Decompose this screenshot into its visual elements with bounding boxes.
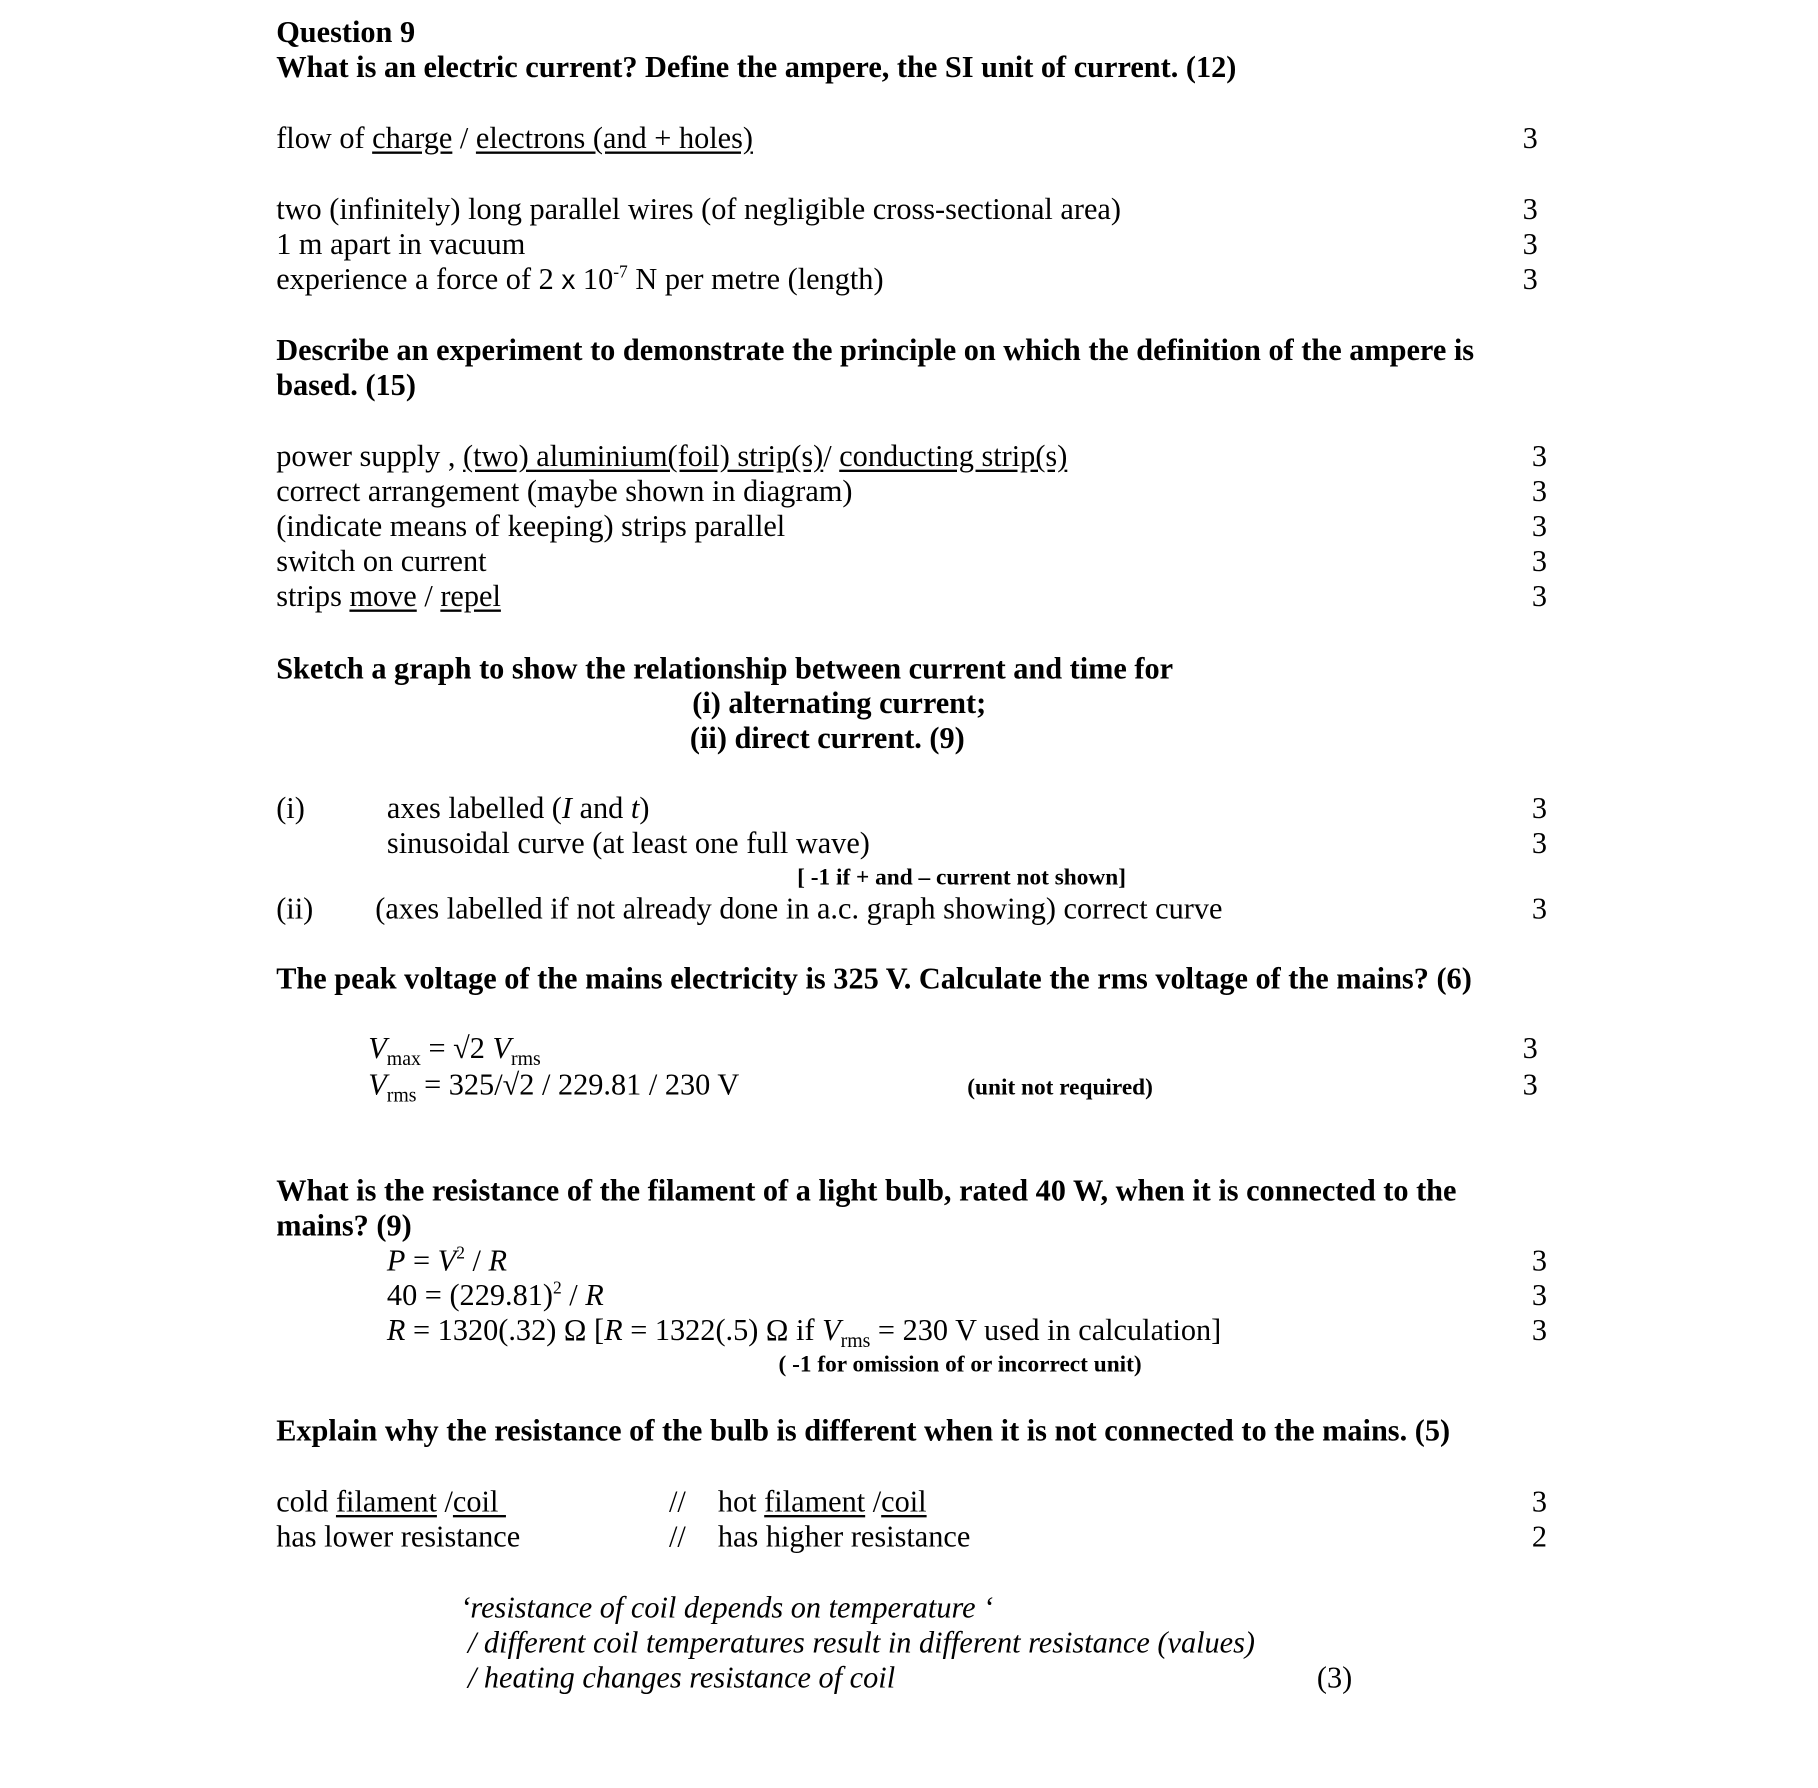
- symbol-V: V: [822, 1313, 841, 1348]
- answer-text: cold: [276, 1484, 336, 1519]
- prompt-alternating-current: (i) alternating current;: [692, 686, 987, 721]
- mark: 3: [1531, 1484, 1548, 1519]
- alternatives-mark: (3): [1316, 1660, 1353, 1695]
- equation-text: =: [405, 1243, 438, 1278]
- answer-text: and: [572, 791, 631, 826]
- symbol-R: R: [604, 1313, 623, 1348]
- answer-axes-labelled: [387, 791, 650, 826]
- equation-text: 40 = (229.81): [386, 1278, 553, 1313]
- symbol-R: R: [488, 1243, 508, 1278]
- separator: /: [823, 439, 840, 474]
- answer-text: strips: [276, 579, 350, 614]
- equation-text: = 230 V used in calculation]: [870, 1313, 1222, 1348]
- keyword-aluminium-strips: (two) aluminium(foil) strip(s): [463, 439, 824, 474]
- note-plus-minus-current: [ -1 if + and – current not shown]: [797, 864, 1126, 891]
- prompt-current-ampere: What is an electric current? Define the ampere, the SI unit of current. (12): [276, 50, 1237, 84]
- mark: 3: [1522, 121, 1538, 155]
- prompt-sketch-graph: Sketch a graph to show the relationship between current and time for: [276, 651, 1174, 686]
- mark: 3: [1531, 579, 1548, 614]
- equation-vmax: [368, 1031, 541, 1070]
- alternative-answer-3: / heating changes resistance of coil: [460, 1660, 896, 1695]
- keyword-filament: filament: [764, 1484, 866, 1519]
- answer-text: axes labelled (: [386, 791, 562, 826]
- alternative-answer-1: ‘resistance of coil depends on temperature ‘: [460, 1590, 994, 1625]
- label-i: (i): [276, 791, 305, 826]
- mark: 3: [1522, 192, 1538, 227]
- answer-cold-filament: [276, 1485, 506, 1520]
- symbol-V: V: [368, 1031, 387, 1066]
- equation-substitution: [387, 1278, 604, 1313]
- separator: /: [865, 1484, 882, 1519]
- keyword-coil: coil: [452, 1484, 506, 1519]
- mark: 3: [1531, 544, 1548, 579]
- prompt-explain-resistance: Explain why the resistance of the bulb is different when it is not connected to the mains. (5): [276, 1413, 1451, 1448]
- mark: 3: [1531, 509, 1548, 544]
- mark: 3: [1531, 1243, 1548, 1278]
- separator: /: [452, 121, 476, 155]
- mark: 3: [1522, 227, 1538, 262]
- answer-text: flow of: [276, 121, 373, 155]
- note-unit-not-required: (unit not required): [967, 1074, 1153, 1101]
- question-title: Question 9: [276, 15, 416, 49]
- keyword-conducting-strips: conducting strip(s): [839, 439, 1068, 474]
- symbol-t: t: [630, 791, 640, 826]
- answer-text: experience a force of 2: [276, 262, 562, 297]
- symbol-V: V: [368, 1067, 387, 1102]
- mark: 2: [1531, 1519, 1548, 1554]
- prompt-direct-current: (ii) direct current. (9): [689, 721, 965, 756]
- keyword-charge: charge: [372, 121, 453, 155]
- equation-text: = 325/√2 / 229.81 / 230 V: [416, 1067, 740, 1102]
- symbol-V: V: [492, 1031, 512, 1066]
- symbol-R: R: [585, 1278, 604, 1313]
- or-separator: //: [668, 1519, 686, 1554]
- mark: 3: [1522, 1067, 1538, 1102]
- answer-1m-apart: 1 m apart in vacuum: [276, 227, 526, 262]
- mark: 3: [1531, 791, 1548, 826]
- answer-text: 10: [575, 262, 614, 297]
- mark: 3: [1531, 826, 1548, 861]
- answer-strips-parallel: (indicate means of keeping) strips parallel: [276, 509, 786, 544]
- equation-text: = 1320(.32) Ω [: [405, 1313, 605, 1348]
- equation-text: /: [561, 1278, 586, 1313]
- answer-parallel-wires: two (infinitely) long parallel wires (of negligible cross-sectional area): [276, 192, 1121, 227]
- times-sign: x: [561, 264, 576, 297]
- keyword-electrons: electrons (and + holes): [475, 121, 753, 155]
- symbol-R: R: [386, 1313, 406, 1348]
- answer-dc-curve: (axes labelled if not already done in a.c. graph showing) correct curve: [375, 891, 1223, 926]
- separator: /: [416, 579, 441, 614]
- equation-power: [387, 1243, 507, 1278]
- keyword-move: move: [349, 579, 417, 614]
- equation-result: [386, 1313, 1222, 1352]
- exponent: 2: [456, 1244, 465, 1264]
- mark: 3: [1531, 439, 1548, 474]
- answer-flow-of-charge: [276, 121, 753, 156]
- answer-text: power supply ,: [276, 439, 464, 474]
- alternative-answer-2: / different coil temperatures result in different resistance (values): [460, 1625, 1256, 1660]
- answer-text: ): [639, 791, 650, 826]
- answer-arrangement: correct arrangement (maybe shown in diagram): [276, 474, 853, 509]
- note-unit-omission: ( -1 for omission of or incorrect unit): [778, 1351, 1142, 1378]
- equation-vrms: [368, 1067, 740, 1106]
- answer-hot-filament: [718, 1485, 927, 1520]
- answer-power-supply: [276, 439, 1067, 474]
- prompt-experiment-line2: based. (15): [276, 368, 416, 403]
- equation-text: = √2: [420, 1031, 493, 1066]
- answer-force-per-metre: [276, 262, 883, 298]
- mark: 3: [1522, 262, 1538, 297]
- prompt-rms-voltage: The peak voltage of the mains electricity is 325 V. Calculate the rms voltage of the mains? (6): [276, 961, 1472, 996]
- mark: 3: [1531, 1313, 1548, 1348]
- mark: 3: [1531, 1278, 1548, 1313]
- subscript-rms: rms: [840, 1329, 871, 1352]
- separator: /: [436, 1484, 453, 1519]
- answer-strips-move: [276, 579, 501, 614]
- prompt-resistance-line1: What is the resistance of the filament of a light bulb, rated 40 W, when it is connected to the: [276, 1173, 1457, 1208]
- symbol-I: I: [561, 791, 573, 826]
- equation-text: = 1322(.5) Ω if: [622, 1313, 823, 1348]
- exponent: 2: [552, 1279, 562, 1299]
- answer-text: N per metre (length): [627, 262, 884, 297]
- exponent: -7: [613, 263, 628, 283]
- symbol-V: V: [437, 1243, 457, 1278]
- symbol-P: P: [386, 1243, 406, 1278]
- mark: 3: [1531, 474, 1548, 509]
- answer-sinusoidal-curve: sinusoidal curve (at least one full wave): [386, 826, 870, 861]
- or-separator: //: [668, 1484, 686, 1519]
- answer-text: hot: [717, 1484, 765, 1519]
- label-ii: (ii): [276, 891, 314, 926]
- prompt-experiment-line1: Describe an experiment to demonstrate the principle on which the definition of the ampere is: [276, 333, 1475, 368]
- mark: 3: [1522, 1031, 1538, 1066]
- answer-lower-resistance: has lower resistance: [276, 1519, 521, 1554]
- keyword-coil: coil: [881, 1484, 927, 1519]
- subscript-rms: rms: [511, 1047, 541, 1070]
- subscript-rms: rms: [386, 1083, 417, 1106]
- subscript-max: max: [386, 1047, 421, 1070]
- equation-text: /: [464, 1243, 489, 1278]
- answer-switch-on: switch on current: [276, 544, 487, 579]
- answer-higher-resistance: has higher resistance: [717, 1519, 971, 1554]
- keyword-filament: filament: [335, 1484, 437, 1519]
- mark: 3: [1531, 891, 1548, 926]
- keyword-repel: repel: [440, 579, 501, 614]
- prompt-resistance-line2: mains? (9): [276, 1208, 412, 1243]
